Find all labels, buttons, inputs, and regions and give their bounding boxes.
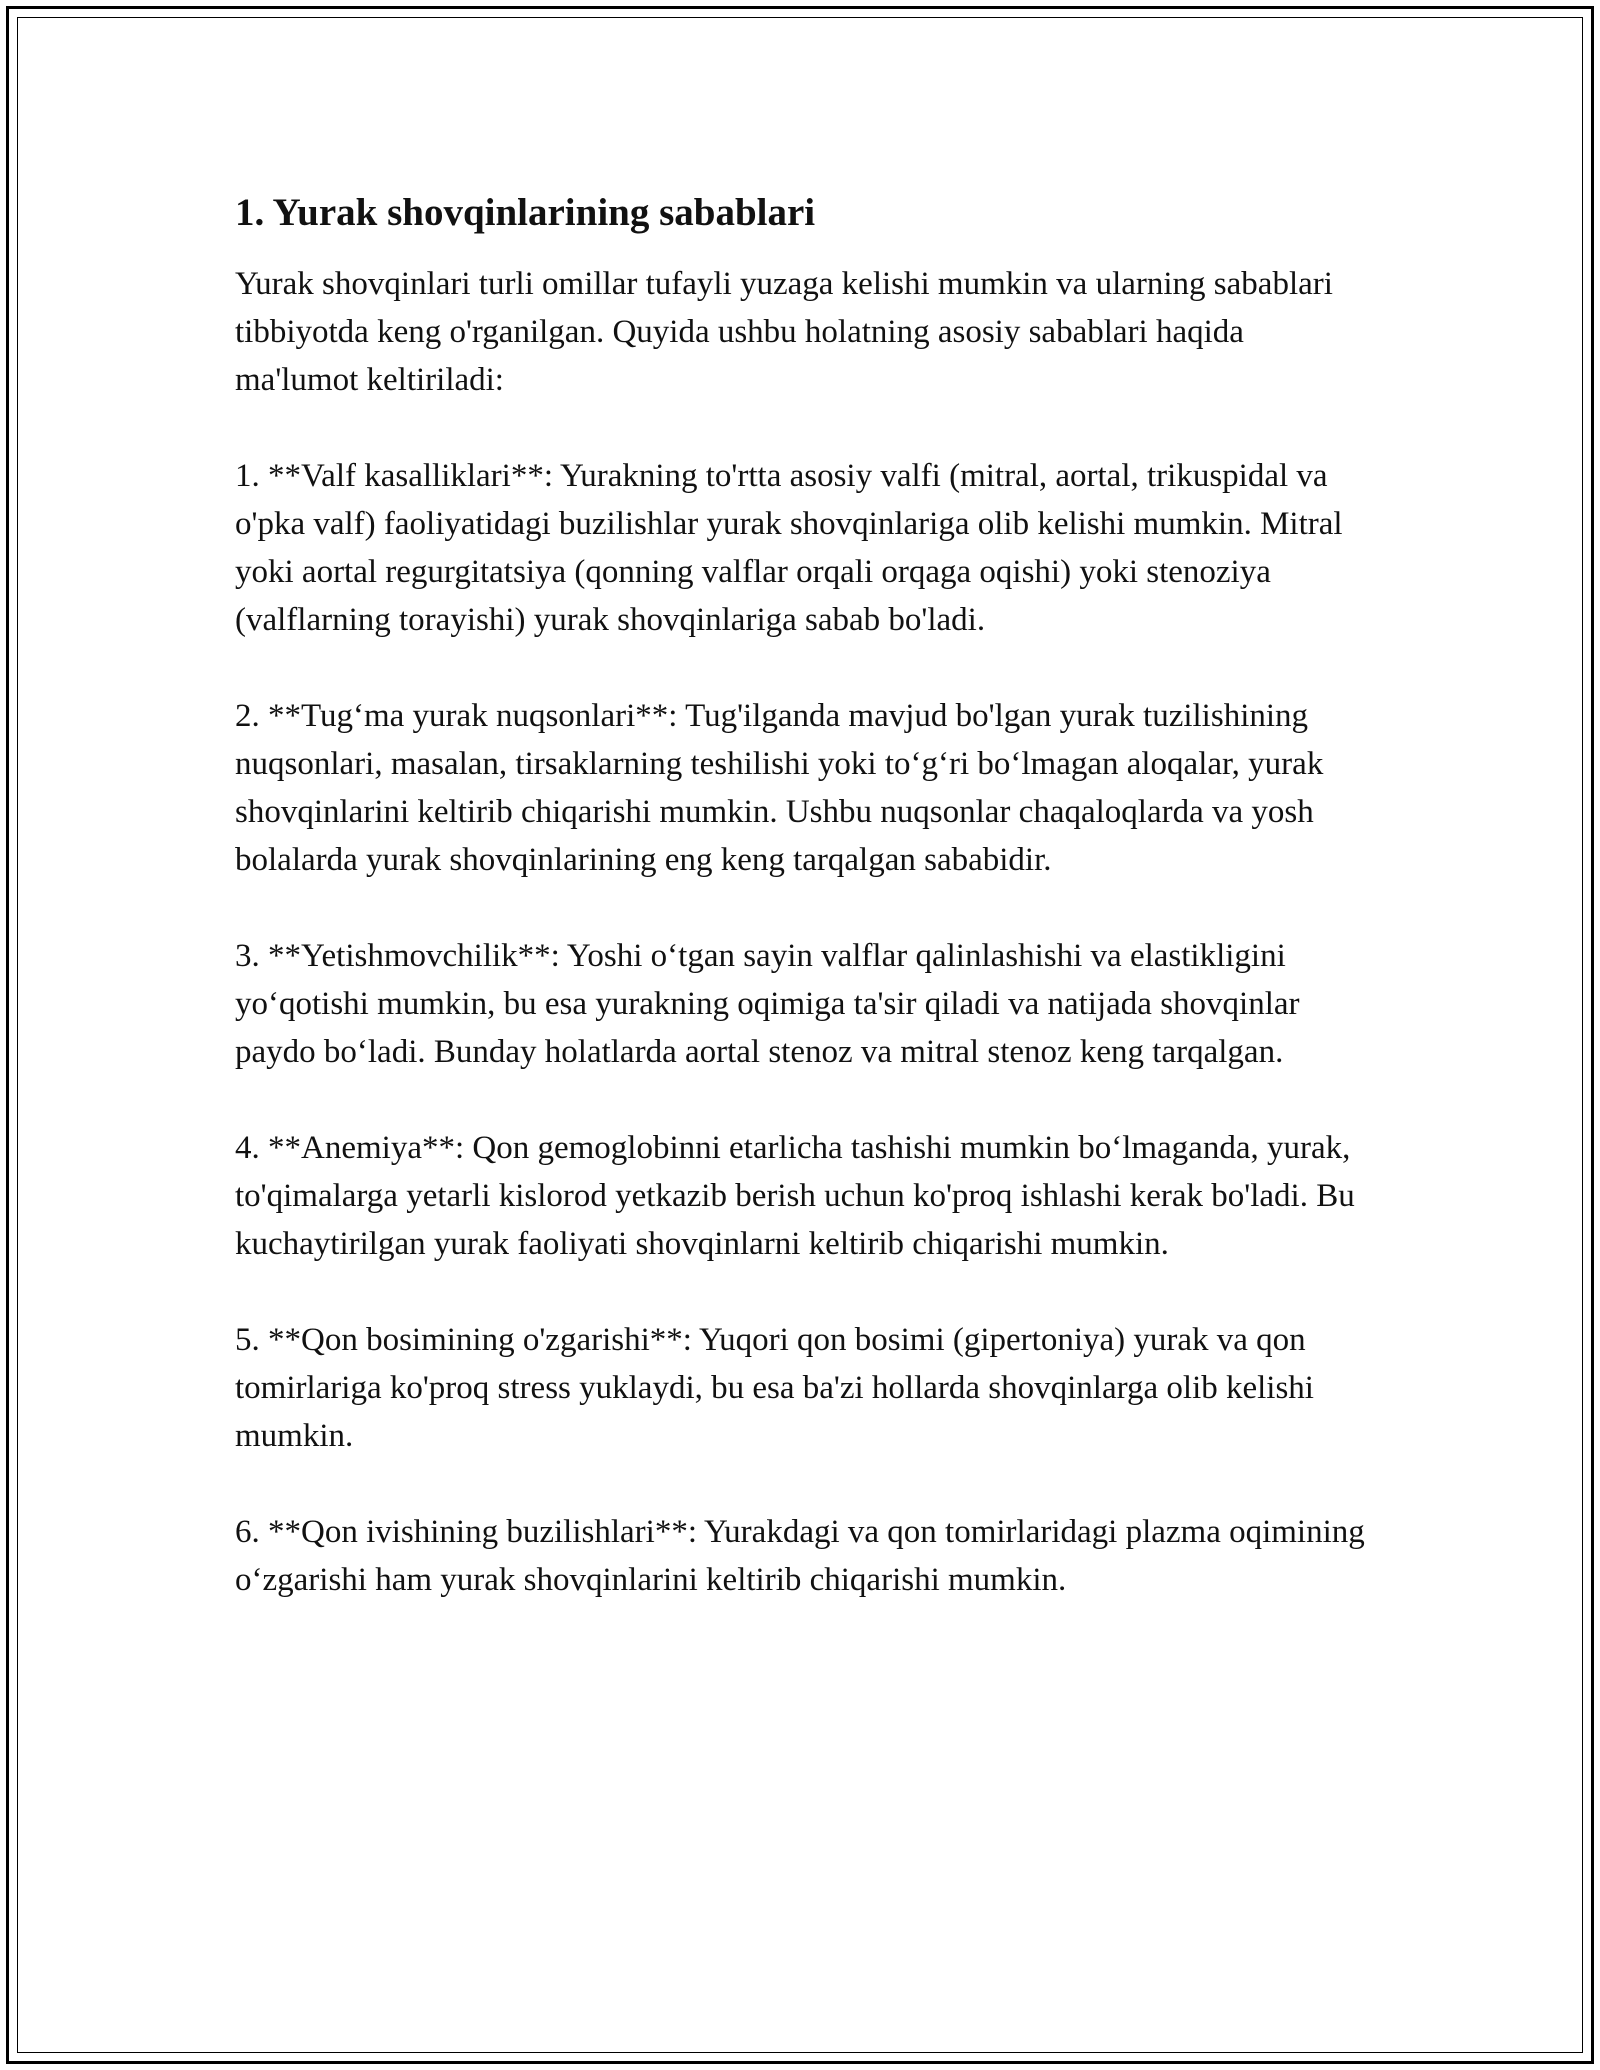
section-title: 1. Yurak shovqinlarining sabablari — [235, 191, 816, 234]
intro-paragraph: Yurak shovqinlari turli omillar tufayli yuzaga kelishi mumkin va ularning sabablari tibbiyotda keng o'rganilgan. Quyida ushbu holatning asosiy sabablari haqida ma'lumot keltiriladi: — [235, 266, 1333, 398]
list-item-congenital-defects: 2. **Tug‘ma yurak nuqsonlari**: Tug'ilganda mavjud bo'lgan yurak tuzilishining nuqsonlari, masalan, tirsaklarning teshilishi yoki to‘g‘ri bo‘lmagan aloqalar, yurak shovqinlarini keltirib chiqarishi mumkin. Ushbu nuqsonlar chaqaloqlarda va yosh bolalarda yurak shovqinlarining eng keng tarqalgan sababidir. — [235, 698, 1324, 878]
document-body — [235, 188, 1375, 1652]
list-item-clotting-disorders: 6. **Qon ivishining buzilishlari**: Yurakdagi va qon tomirlaridagi plazma oqimining o‘zgarishi ham yurak shovqinlarini keltirib chiqarishi mumkin. — [235, 1514, 1365, 1598]
list-item-anemia: 4. **Anemiya**: Qon gemoglobinni etarlicha tashishi mumkin bo‘lmaganda, yurak, to'qimalarga yetarli kislorod yetkazib berish uchun ko'proq ishlashi kerak bo'ladi. Bu kuchaytirilgan yurak faoliyati shovqinlarni keltirib chiqarishi mumkin. — [235, 1130, 1355, 1262]
list-item-insufficiency: 3. **Yetishmovchilik**: Yoshi o‘tgan sayin valflar qalinlashishi va elastikligini yo‘qotishi mumkin, bu esa yurakning oqimiga ta'sir qiladi va natijada shovqinlar paydo bo‘ladi. Bunday holatlarda aortal stenoz va mitral stenoz keng tarqalgan. — [235, 938, 1300, 1070]
list-item-blood-pressure: 5. **Qon bosimining o'zgarishi**: Yuqori qon bosimi (gipertoniya) yurak va qon tomirlariga ko'proq stress yuklaydi, bu esa ba'zi hollarda shovqinlarga olib kelishi mumkin. — [235, 1322, 1314, 1454]
list-item-valve-diseases: 1. **Valf kasalliklari**: Yurakning to'rtta asosiy valfi (mitral, aortal, trikuspidal va o'pka valf) faoliyatidagi buzilishlar yurak shovqinlariga olib kelishi mumkin. Mitral yoki aortal regurgitatsiya (qonning valflar orqali orqaga oqishi) yoki stenoziya (valflarning torayishi) yurak shovqinlariga sabab bo'ladi. — [235, 458, 1343, 638]
